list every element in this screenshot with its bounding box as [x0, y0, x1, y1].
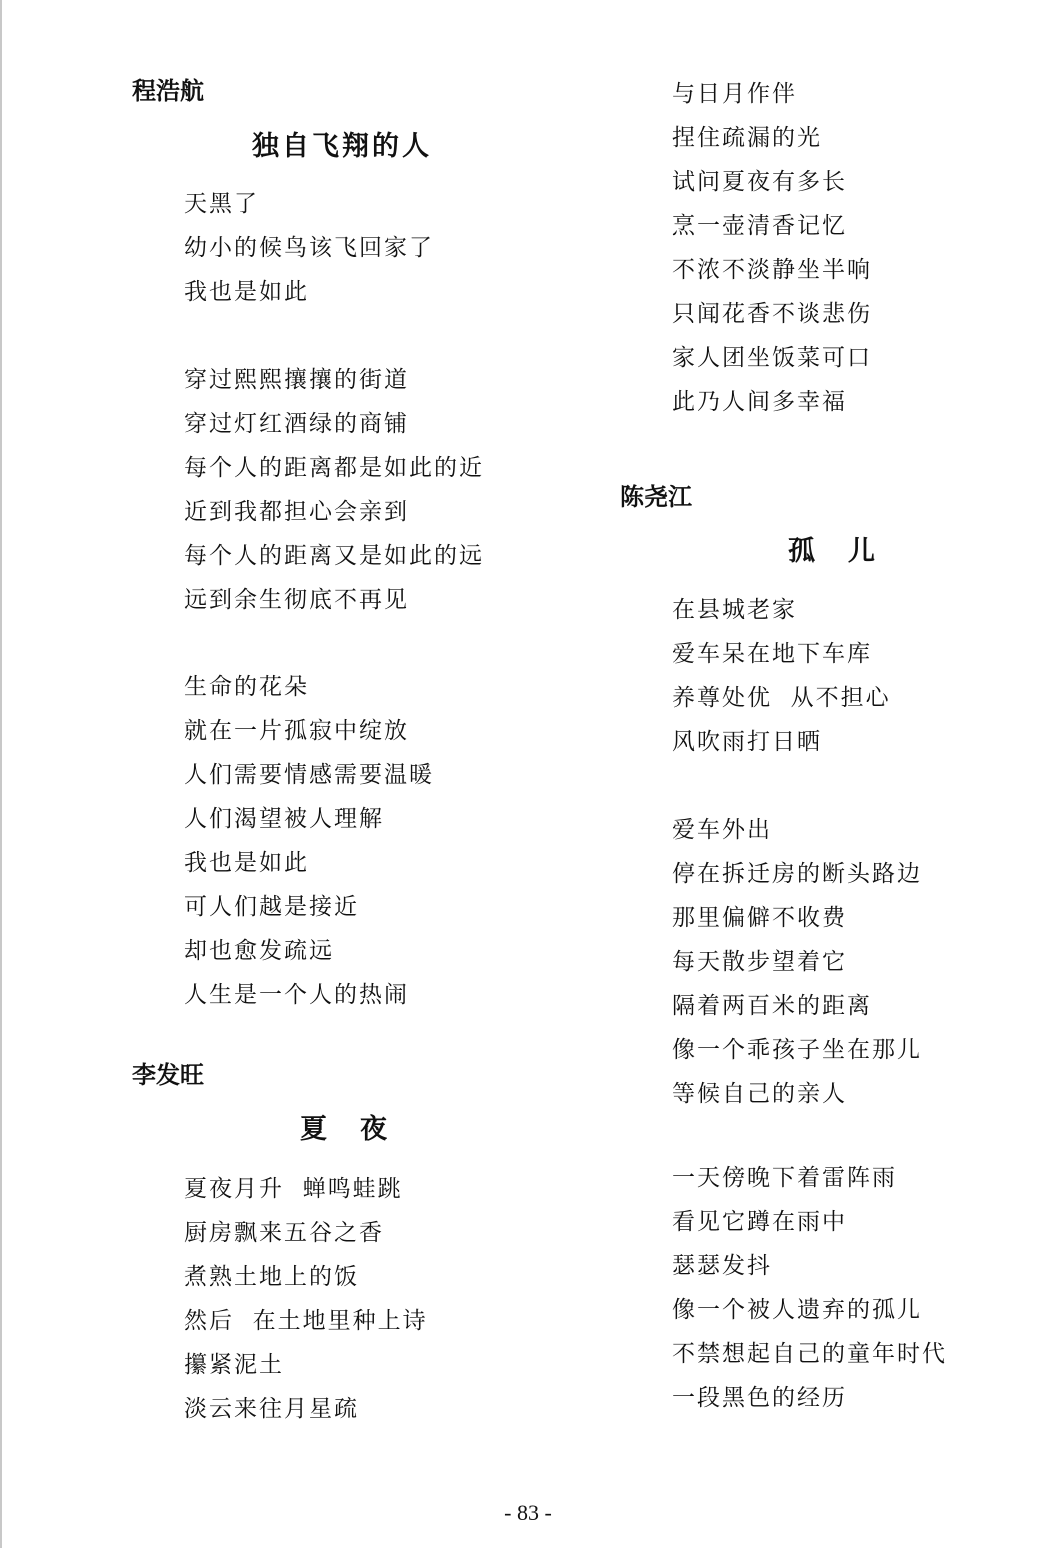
poem1-stanza-2	[184, 358, 484, 622]
poem3-title: 孤 儿	[788, 536, 878, 567]
poem-line: 此乃人间多幸福	[672, 389, 847, 415]
poem-line: 只闻花香不谈悲伤	[672, 301, 872, 327]
poem-line: 每个人的距离都是如此的近	[184, 455, 484, 481]
poem2-author: 李发旺	[132, 1061, 204, 1089]
poem-line: 可人们越是接近	[184, 894, 359, 920]
poem-line: 与日月作伴	[672, 81, 797, 107]
poem-line: 我也是如此	[184, 279, 309, 305]
poem-line: 天黑了	[184, 191, 259, 217]
poem-line: 人们渴望被人理解	[184, 806, 384, 832]
poem2-stanza-1	[184, 1167, 428, 1431]
poem-line: 就在一片孤寂中绽放	[184, 718, 409, 744]
poem-line: 试问夏夜有多长	[672, 169, 847, 195]
poem-line: 隔着两百米的距离	[672, 993, 872, 1019]
poem-line: 像一个被人遗弃的孤儿	[672, 1297, 922, 1323]
poem-line: 厨房飘来五谷之香	[184, 1220, 384, 1246]
poem2-title: 夏 夜	[300, 1114, 390, 1145]
poem-line: 不浓不淡静坐半响	[672, 257, 872, 283]
page-number: - 83 -	[504, 1500, 552, 1525]
poem-line: 近到我都担心会亲到	[184, 499, 409, 525]
poem3-author: 陈尧江	[620, 483, 692, 511]
poem-line: 爱车外出	[672, 817, 772, 843]
poem3-stanza-1	[672, 588, 891, 764]
poem-line: 瑟瑟发抖	[672, 1253, 772, 1279]
poem-line: 煮熟土地上的饭	[184, 1264, 359, 1290]
poem-line: 人生是一个人的热闹	[184, 982, 409, 1008]
poem3-stanza-2	[672, 808, 922, 1116]
page-edge	[0, 0, 2, 1548]
poem-line: 停在拆迁房的断头路边	[672, 861, 922, 887]
poem-line: 却也愈发疏远	[184, 938, 334, 964]
poem2-continued-stanza	[672, 72, 872, 424]
poem-line: 穿过灯红酒绿的商铺	[184, 411, 409, 437]
poem-line: 等候自己的亲人	[672, 1081, 847, 1107]
poem-line: 家人团坐饭菜可口	[672, 345, 872, 371]
poem-line: 幼小的候鸟该飞回家了	[184, 235, 434, 261]
poem-line: 夏夜月升 蝉鸣蛙跳	[184, 1176, 403, 1202]
poem-line: 那里偏僻不收费	[672, 905, 847, 931]
poem-line: 烹一壶清香记忆	[672, 213, 847, 239]
poem-line: 像一个乖孩子坐在那儿	[672, 1037, 922, 1063]
poem-line: 淡云来往月星疏	[184, 1396, 359, 1422]
poem-line: 攥紧泥土	[184, 1352, 284, 1378]
poem-line: 风吹雨打日晒	[672, 729, 822, 755]
poem1-stanza-3	[184, 665, 434, 1017]
poem1-title: 独自飞翔的人	[252, 131, 432, 162]
poem-line: 每天散步望着它	[672, 949, 847, 975]
poem-line: 一段黑色的经历	[672, 1385, 847, 1411]
poem-line: 然后 在土地里种上诗	[184, 1308, 428, 1334]
poem-line: 每个人的距离又是如此的远	[184, 543, 484, 569]
poem-line: 爱车呆在地下车库	[672, 641, 872, 667]
poem-line: 不禁想起自己的童年时代	[672, 1341, 947, 1367]
poem-line: 养尊处优 从不担心	[672, 685, 891, 711]
poem-line: 穿过熙熙攘攘的街道	[184, 367, 409, 393]
poem-line: 我也是如此	[184, 850, 309, 876]
poem-line: 一天傍晚下着雷阵雨	[672, 1165, 897, 1191]
poem-line: 捏住疏漏的光	[672, 125, 822, 151]
poem-line: 远到余生彻底不再见	[184, 587, 409, 613]
poem-line: 在县城老家	[672, 597, 797, 623]
poem1-stanza-1	[184, 182, 434, 314]
poem-line: 看见它蹲在雨中	[672, 1209, 847, 1235]
poem-line: 生命的花朵	[184, 674, 309, 700]
poem-line: 人们需要情感需要温暖	[184, 762, 434, 788]
poem3-stanza-3	[672, 1156, 947, 1420]
poem1-author: 程浩航	[132, 77, 204, 105]
